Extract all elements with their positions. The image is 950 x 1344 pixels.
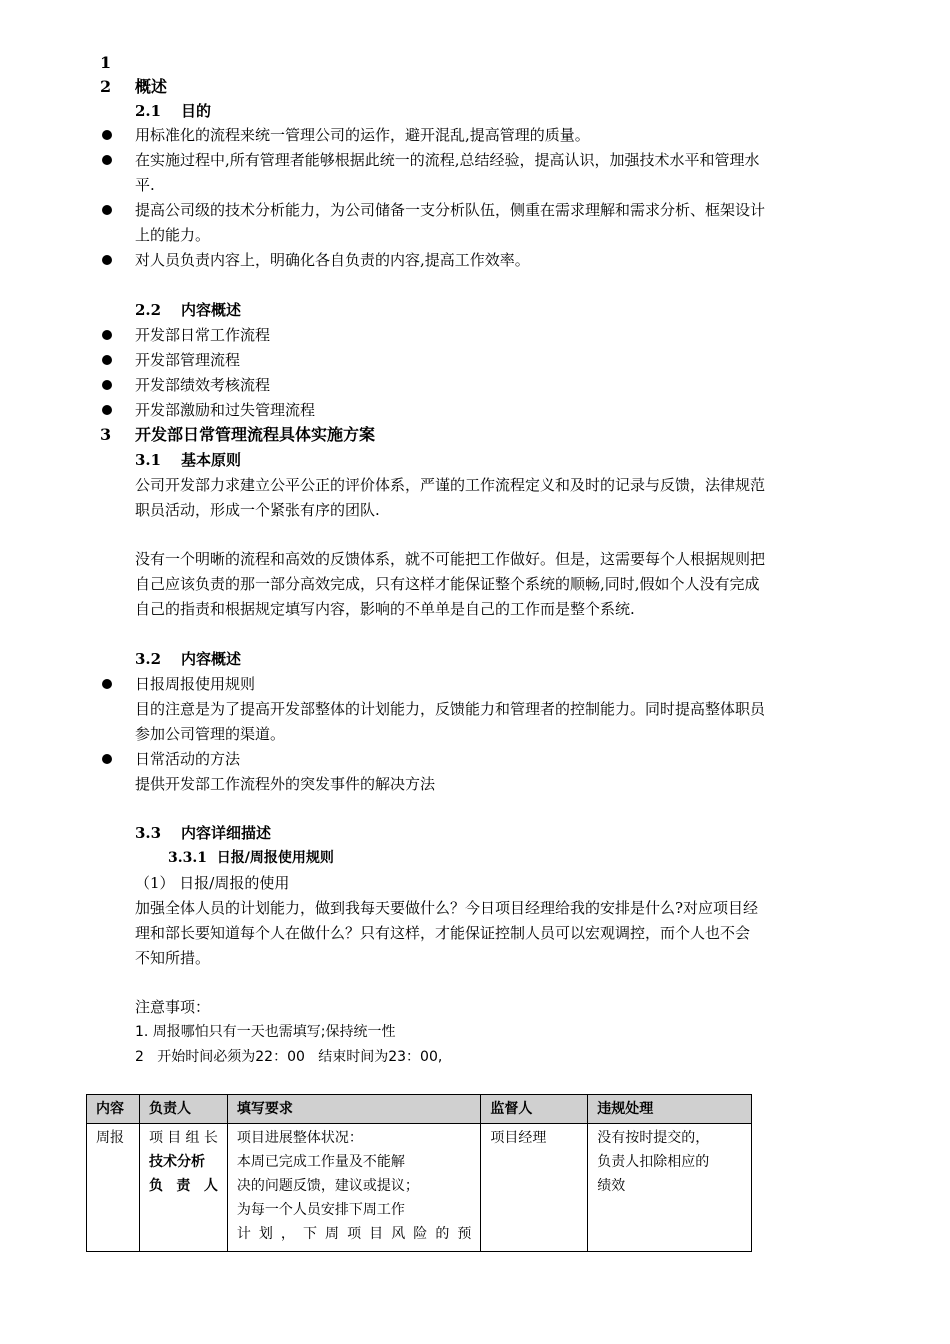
section-title: 内容概述	[181, 650, 242, 668]
bullet-icon	[102, 679, 112, 689]
paragraph-line: 加强全体人员的计划能力，做到我每天要做什么？今日项目经理给我的安排是什么?对应项目经	[135, 899, 759, 917]
section-title: 内容详细描述	[181, 824, 272, 842]
section-3-3-heading	[135, 823, 271, 843]
section-title: 基本原则	[181, 451, 242, 469]
purpose-item: 在实施过程中,所有管理者能够根据此统一的流程,总结经验，提高认识，加强技术水平和管理水	[135, 151, 760, 169]
rule-item-title: 日报周报使用规则	[135, 675, 256, 693]
requirement-line: 决的问题反馈，建议或提议；	[236, 1178, 419, 1194]
header-penalty: 违规处理	[588, 1095, 752, 1124]
table-row	[87, 1124, 752, 1252]
rule-item-desc: 提供开发部工作流程外的突发事件的解决方法	[135, 775, 436, 793]
requirement-line: 本周已完成工作量及不能解	[236, 1154, 405, 1170]
bullet-icon	[102, 205, 112, 215]
purpose-item: 用标准化的流程来统一管理公司的运作，避开混乱,提高管理的质量。	[135, 126, 590, 144]
cell-owner	[139, 1124, 227, 1252]
section-number: 2.2	[135, 301, 162, 319]
rule-item-desc: 目的注意是为了提高开发部整体的计划能力，反馈能力和管理者的控制能力。同时提高整体职员	[135, 700, 766, 718]
penalty-line: 绩效	[597, 1178, 626, 1194]
report-requirements-table	[86, 1094, 752, 1252]
cell-supervisor: 项目经理	[481, 1124, 588, 1252]
bullet-icon	[102, 255, 112, 265]
bullet-icon	[102, 405, 112, 415]
section-3-2-heading	[135, 649, 241, 669]
paragraph-line: 自己的指责和根据规定填写内容，影响的不单单是自己的工作而是整个系统.	[135, 600, 635, 618]
heading-2-number: 2	[100, 77, 112, 96]
content-item: 开发部管理流程	[135, 351, 241, 369]
section-number: 3.1	[135, 451, 162, 469]
section-number: 2.1	[135, 102, 162, 120]
header-content: 内容	[87, 1095, 140, 1124]
paragraph-line: 没有一个明晰的流程和高效的反馈体系，就不可能把工作做好。但是，这需要每个人根据规则把	[135, 550, 766, 568]
owner-normal: 项目组长	[148, 1130, 218, 1146]
note-item: 1. 周报哪怕只有一天也需填写;保持统一性	[135, 1024, 396, 1040]
section-title: 内容概述	[181, 301, 242, 319]
bullet-icon	[102, 155, 112, 165]
purpose-item-continued: 平.	[135, 176, 155, 194]
note-item: 2 开始时间必须为22：00 结束时间为23：00,	[135, 1049, 443, 1065]
section-3-1-heading	[135, 450, 241, 470]
paragraph-line: 公司开发部力求建立公平公正的评价体系，严谨的工作流程定义和及时的记录与反馈，法律规范	[135, 476, 766, 494]
requirement-line: 为每一个人员安排下周工作	[236, 1202, 405, 1218]
cell-content: 周报	[87, 1124, 140, 1252]
rule-item-title: 日常活动的方法	[135, 750, 241, 768]
bullet-icon	[102, 130, 112, 140]
section-number: 3.3	[135, 824, 162, 842]
section-2-2-heading	[135, 300, 241, 320]
header-supervisor: 监督人	[481, 1095, 588, 1124]
section-title: 目的	[181, 102, 212, 120]
bullet-icon	[102, 330, 112, 340]
requirement-line: 项目进展整体状况：	[236, 1130, 363, 1146]
heading-2-title: 概述	[135, 77, 168, 96]
purpose-item: 提高公司级的技术分析能力，为公司储备一支分析队伍，侧重在需求理解和需求分析、框架设计	[135, 201, 766, 219]
purpose-item: 对人员负责内容上，明确化各自负责的内容,提高工作效率。	[135, 251, 530, 269]
heading-3-number: 3	[100, 425, 112, 444]
bullet-icon	[102, 355, 112, 365]
requirement-line: 计划，下周项目风险的预	[236, 1226, 472, 1242]
owner-bold: 技术分析负责人	[148, 1154, 218, 1194]
notes-title: 注意事项：	[135, 998, 211, 1016]
header-owner: 负责人	[139, 1095, 227, 1124]
paragraph-line: 理和部长要知道每个人在做什么？只有这样，才能保证控制人员可以宏观调控，而个人也不会	[135, 924, 751, 942]
section-3-3-1-heading	[168, 848, 334, 868]
penalty-line: 没有按时提交的，	[597, 1130, 710, 1146]
cell-penalty	[588, 1124, 752, 1252]
section-2-1-heading	[135, 101, 211, 121]
header-requirements: 填写要求	[227, 1095, 481, 1124]
section-title: 日报/周报使用规则	[216, 850, 334, 866]
rule-item-desc: 参加公司管理的渠道。	[135, 725, 286, 743]
heading-3-title: 开发部日常管理流程具体实施方案	[135, 425, 376, 444]
table-header-row	[87, 1095, 752, 1124]
section-number: 3.3.1	[168, 850, 207, 866]
heading-1-number: 1	[100, 53, 112, 72]
cell-requirements	[227, 1124, 481, 1252]
subsection-title: （1） 日报/周报的使用	[135, 874, 290, 892]
purpose-item-continued: 上的能力。	[135, 226, 211, 244]
penalty-line: 负责人扣除相应的	[597, 1154, 710, 1170]
content-item: 开发部绩效考核流程	[135, 376, 271, 394]
content-item: 开发部日常工作流程	[135, 326, 271, 344]
content-item: 开发部激励和过失管理流程	[135, 401, 316, 419]
paragraph-line: 自己应该负责的那一部分高效完成，只有这样才能保证整个系统的顺畅,同时,假如个人没有完成	[135, 575, 760, 593]
bullet-icon	[102, 754, 112, 764]
section-number: 3.2	[135, 650, 162, 668]
paragraph-line: 职员活动，形成一个紧张有序的团队.	[135, 501, 380, 519]
paragraph-line: 不知所措。	[135, 949, 211, 967]
bullet-icon	[102, 380, 112, 390]
